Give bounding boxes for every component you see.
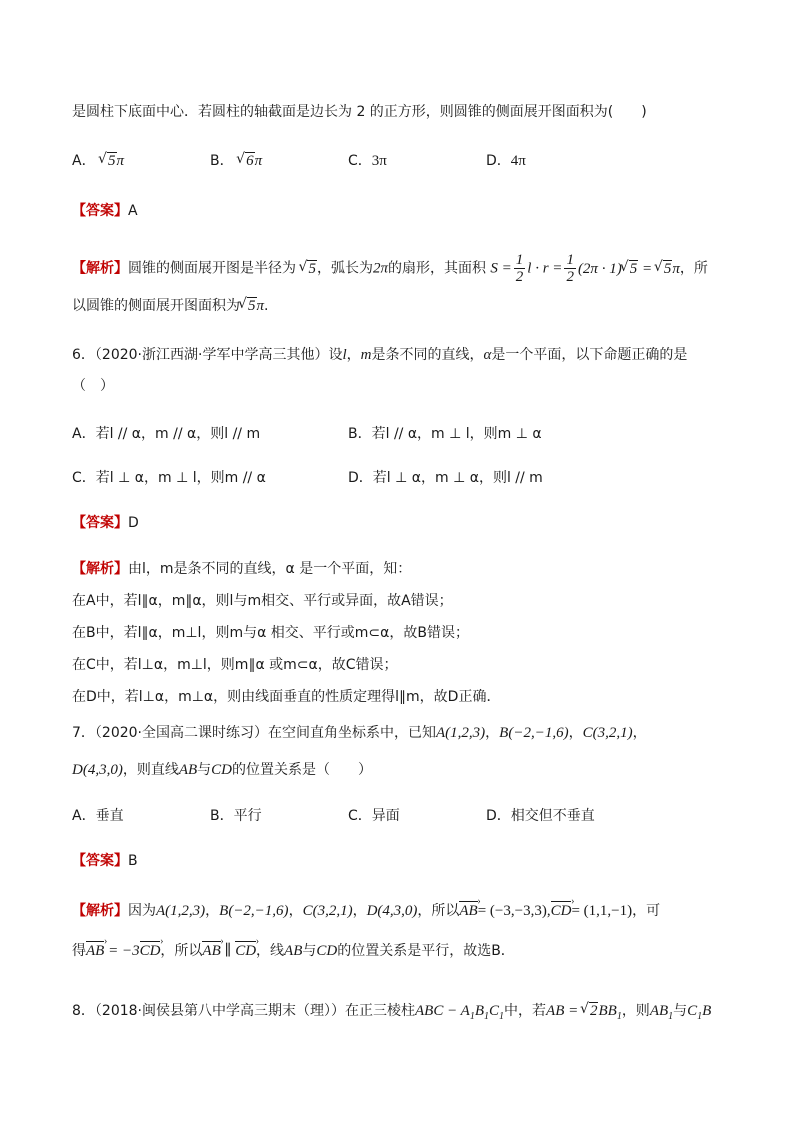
q6-analysis-line1: 【解析】由l，m是条不同的直线，α 是一个平面，知：	[72, 561, 412, 577]
q8-stem: 8．（2018·闽侯县第八中学高三期末（理））在正三棱柱ABC − $A_1B_1C_1$中，若AB = √ $2BB_1$，则$AB_1$与$C_1B$	[72, 1001, 711, 1027]
q6-analysis-line5: 在D中，若l⊥α，m⊥α，则由线面垂直的性质定理得l∥m，故D正确．	[72, 689, 501, 705]
q7-analysis-line2: 得AB › = −3CD ›，所以AB › ∥ CD ›，线AB与CD的位置关系是平行，故选B．	[72, 941, 515, 961]
q5-option-c: C．3π	[348, 153, 387, 169]
q6-analysis-line4: 在C中，若l⊥α，m⊥l，则m∥α 或m⊂α，故C错误；	[72, 657, 398, 673]
q5-analysis-line1: 【解析】圆锥的侧面展开图是半径为 √ 5，弧长为2π的扇形，其面积 S = $\frac{1}{2}$ l · r = $\frac{1}{2}$ (2π · 1)√ 5 = √ 5π，所	[72, 252, 708, 285]
q6-analysis-line3: 在B中，若l∥α，m⊥l，则m与α 相交、平行或m⊂α，故B错误；	[72, 625, 469, 641]
q6-answer: 【答案】D	[72, 515, 139, 531]
q5-analysis-line2: 以圆锥的侧面展开图面积为√ 5π.	[72, 296, 268, 316]
q6-analysis-line2: 在A中，若l∥α，m∥α，则l与m相交、平行或异面，故A错误；	[72, 593, 453, 609]
q5-stem-tail: 是圆柱下底面中心．若圆柱的轴截面是边长为 2 的正方形，则圆锥的侧面展开图面积为( )	[72, 104, 647, 120]
q7-option-d: D．相交但不垂直	[486, 808, 595, 824]
q5-option-d: D．4π	[486, 153, 526, 169]
q6-option-c: C．若l ⊥ α，m ⊥ l，则m // α	[72, 470, 266, 486]
q7-option-b: B．平行	[210, 808, 262, 824]
q5-option-b: B． √ 6π	[210, 151, 262, 171]
q7-analysis-line1: 【解析】因为A(1,2,3)，B(−2,−1,6)，C(3,2,1)，D(4,3,0)，所以AB ›= (−3,−3,3),CD ›= (1,1,−1)，可	[72, 901, 660, 921]
q7-option-c: C．异面	[348, 808, 400, 824]
q6-option-b: B．若l // α，m ⊥ l，则m ⊥ α	[348, 426, 542, 442]
q6-paren: （ ）	[72, 378, 114, 394]
q6-stem: 6．（2020·浙江西湖·学军中学高三其他）设l，m是条不同的直线，α是一个平面，以下命题正确的是	[72, 347, 688, 363]
q7-answer: 【答案】B	[72, 853, 138, 869]
q5-option-a: A． √ 5π	[72, 151, 124, 171]
q7-stem-line1: 7．（2020·全国高二课时练习）在空间直角坐标系中，已知A(1,2,3)，B(−2,−1,6)，C(3,2,1)，	[72, 725, 647, 741]
q7-option-a: A．垂直	[72, 808, 124, 824]
q6-option-a: A．若l // α，m // α，则l // m	[72, 426, 261, 442]
q5-answer: 【答案】A	[72, 203, 138, 219]
q6-option-d: D．若l ⊥ α，m ⊥ α，则l // m	[348, 470, 543, 486]
q7-stem-line2: D(4,3,0)，则直线AB与CD的位置关系是（ ）	[72, 762, 372, 778]
